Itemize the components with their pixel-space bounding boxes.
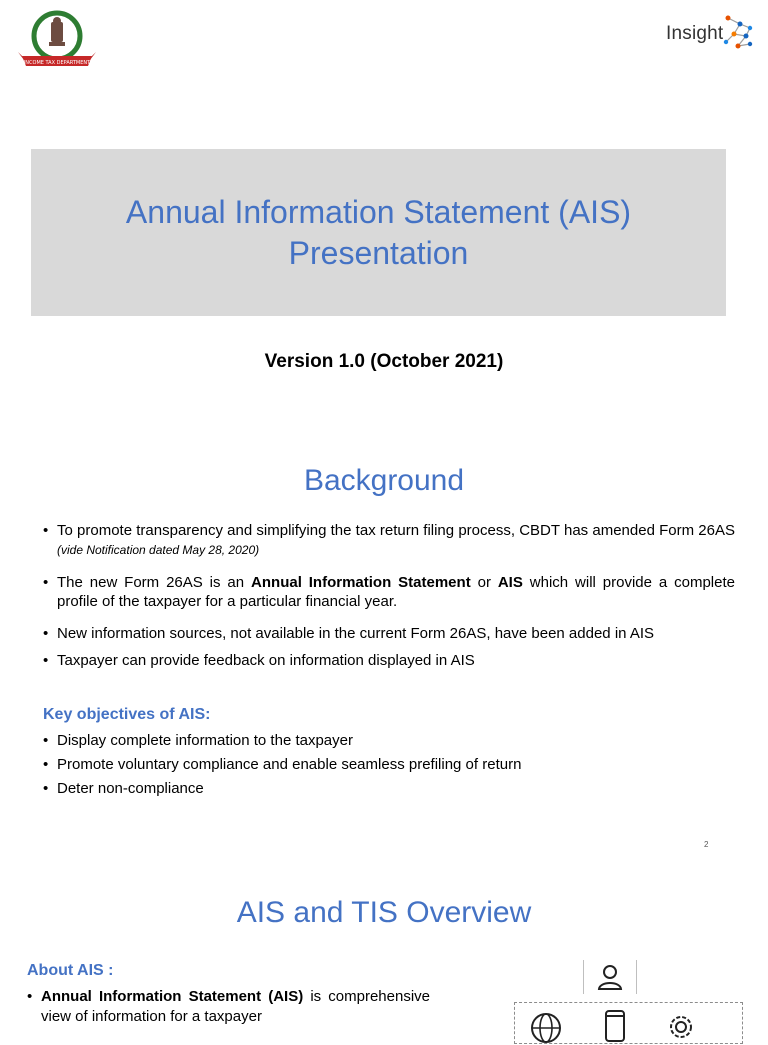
key-objectives-list <box>42 731 735 803</box>
list-item: • Display complete information to the taxpayer <box>42 731 735 750</box>
list-item: • The new Form 26AS is an Annual Information Statement or AIS which will provide a complete profile of the taxpayer for a particular financial year. <box>42 573 735 611</box>
list-item: • Taxpayer can provide feedback on information displayed in AIS <box>42 651 735 670</box>
list-item: • New information sources, not available in the current Form 26AS, have been added in AIS <box>42 624 735 643</box>
title-line-2: Presentation <box>288 235 469 271</box>
mobile-phone-icon <box>603 1009 627 1043</box>
key-objectives-heading: Key objectives of AIS: <box>43 706 211 723</box>
user-icon-frame <box>583 960 637 994</box>
list-item: • To promote transparency and simplifying the tax return filing process, CBDT has amended Form 26AS (vide Notification dated May 28, 2020) <box>42 521 735 560</box>
insight-logo <box>666 14 758 54</box>
about-ais-list <box>26 987 430 1027</box>
page-number: 2 <box>704 840 709 849</box>
overview-heading: AIS and TIS Overview <box>236 896 532 929</box>
insight-network-icon <box>720 14 760 54</box>
list-item: • Deter non-compliance <box>42 779 735 798</box>
background-heading: Background <box>303 464 465 497</box>
globe-icon <box>529 1011 563 1045</box>
insight-brand-text: Insight <box>666 23 724 44</box>
user-icon <box>596 963 624 991</box>
presentation-title <box>31 192 726 274</box>
version-label: Version 1.0 (October 2021) <box>264 351 504 372</box>
title-panel <box>31 149 726 316</box>
emblem-banner-text: INCOME TAX DEPARTMENT <box>23 60 91 66</box>
title-line-1: Annual Information Statement (AIS) <box>125 194 632 230</box>
about-ais-heading: About AIS : <box>27 962 114 979</box>
background-bullet-list <box>42 521 735 670</box>
list-item: • Annual Information Statement (AIS) is comprehensive view of information for a taxpayer <box>26 987 430 1027</box>
list-item: • Promote voluntary compliance and enable seamless prefiling of return <box>42 755 735 774</box>
data-sources-box <box>514 1002 743 1044</box>
notification-note: (vide Notification dated May 28, 2020) <box>57 543 260 557</box>
income-tax-emblem <box>18 8 96 72</box>
gear-icon <box>663 1009 699 1043</box>
